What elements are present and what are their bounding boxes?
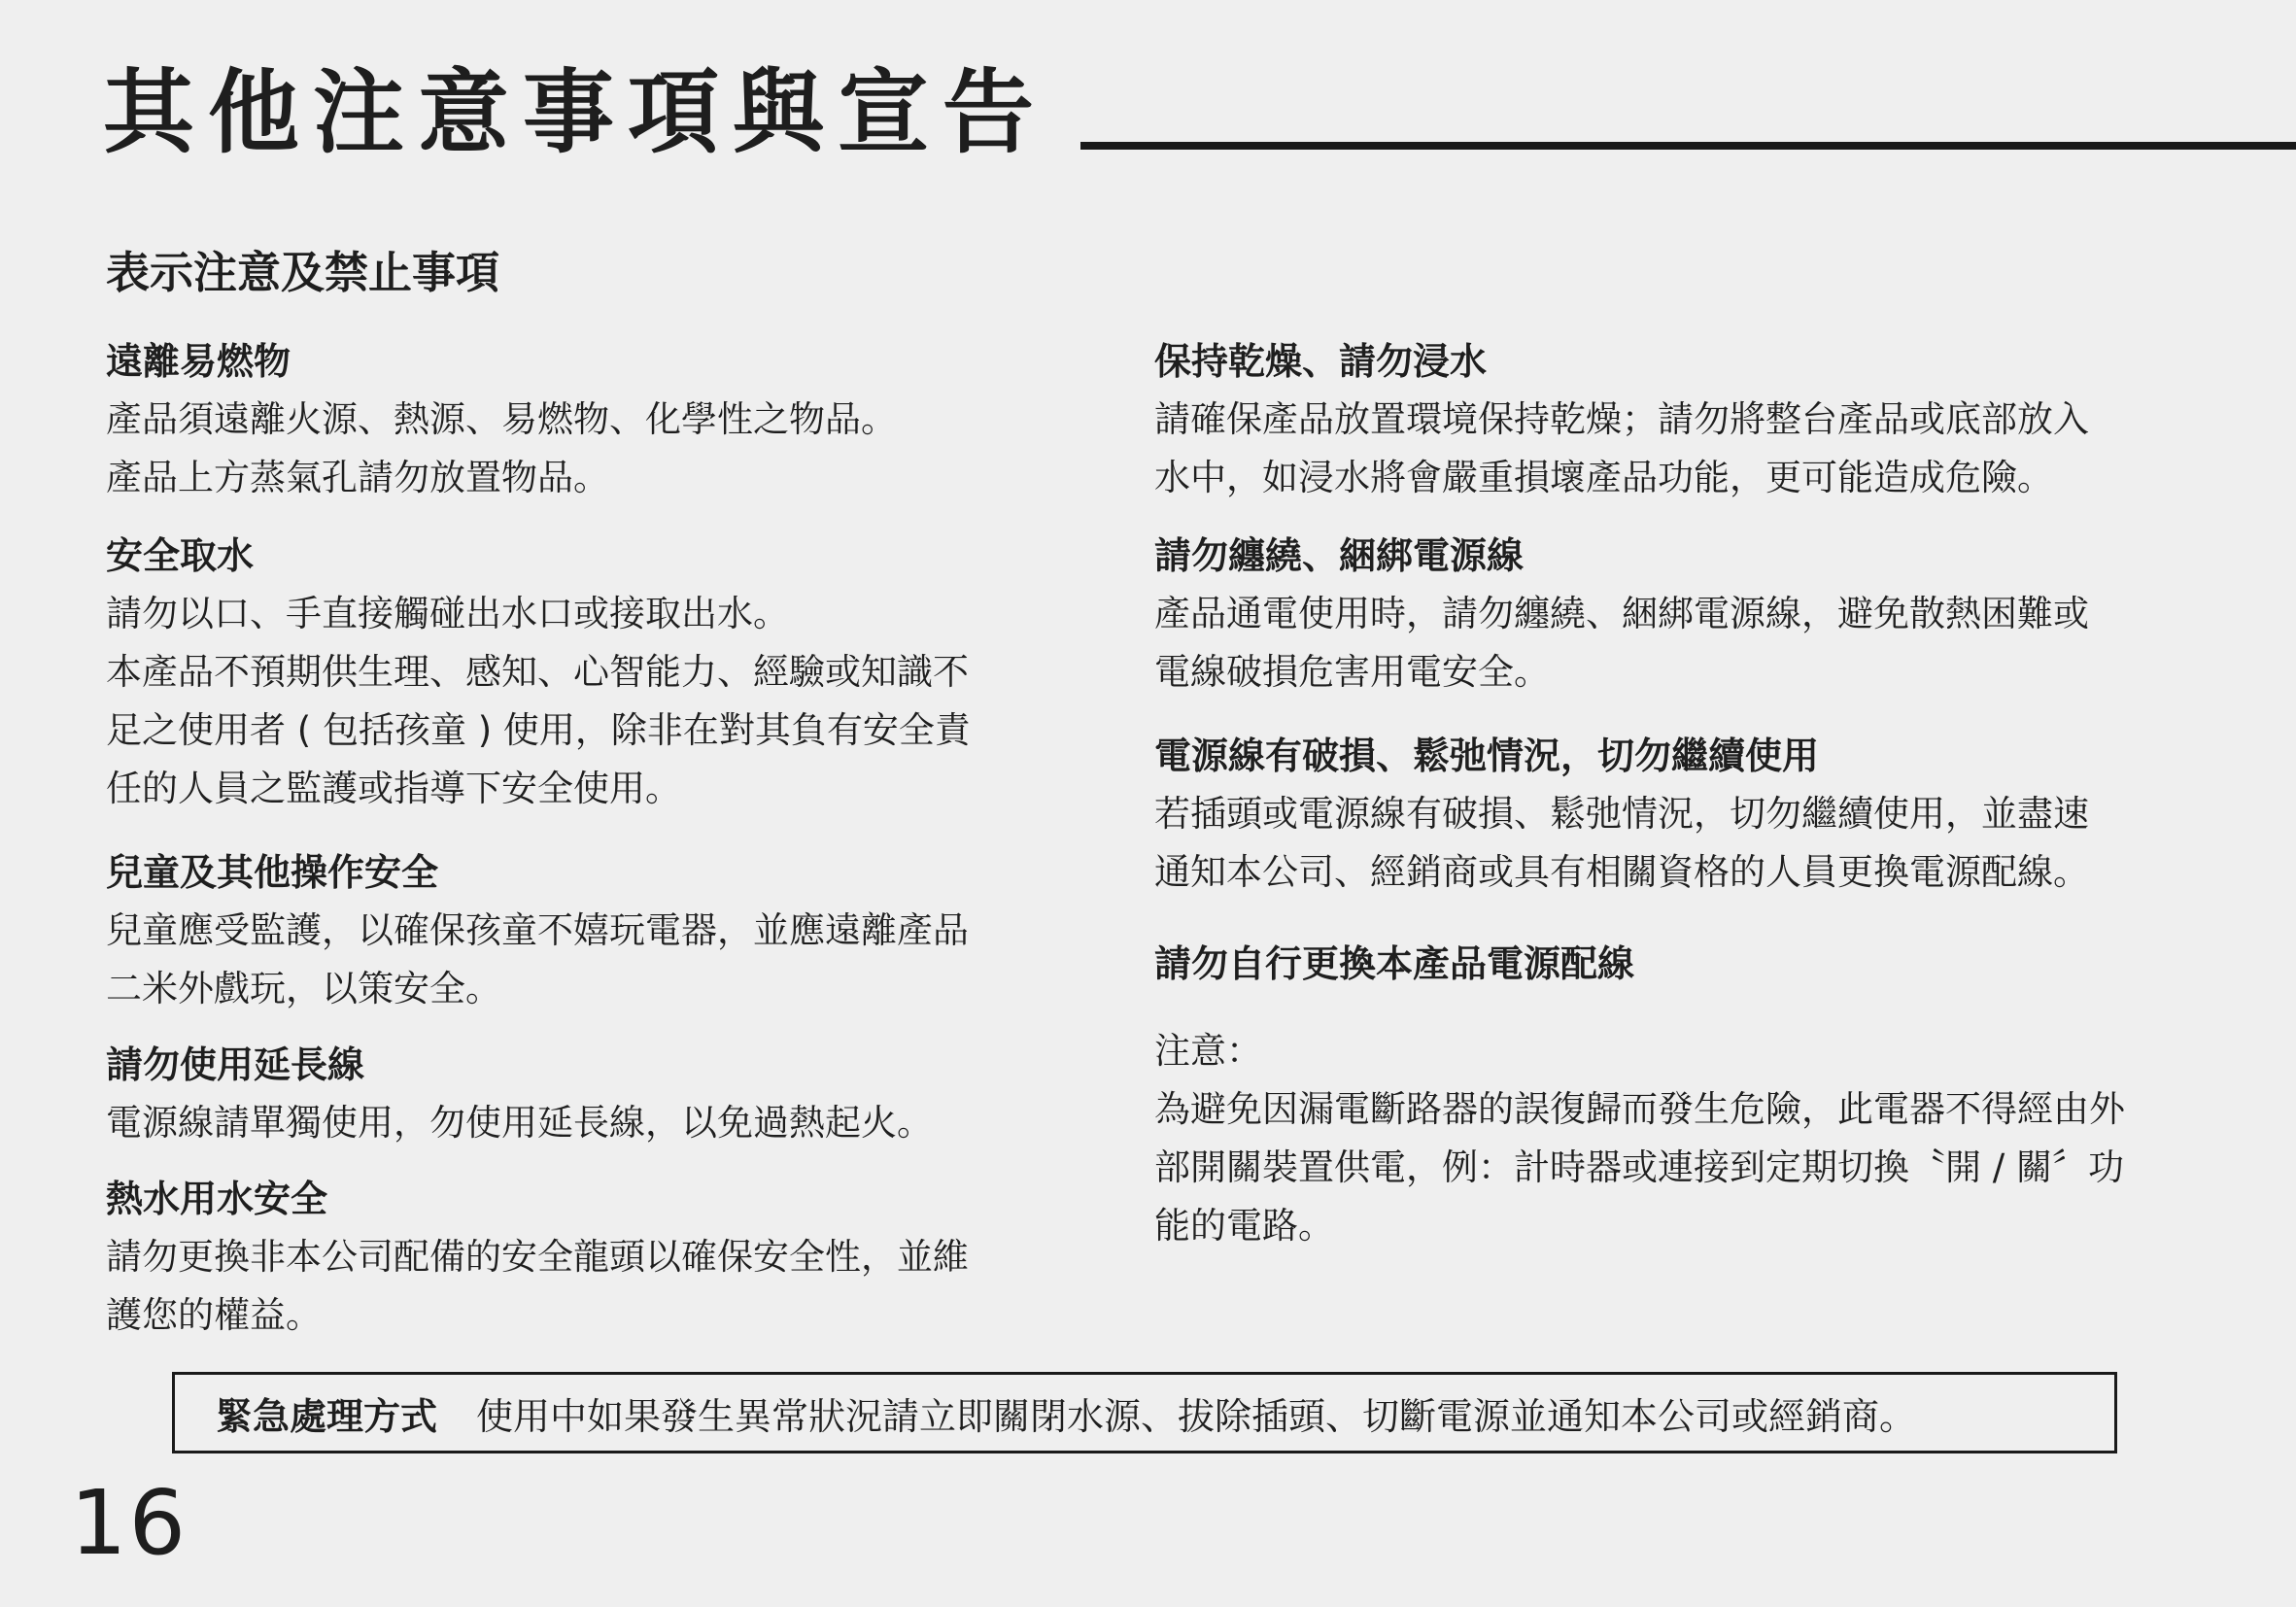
notice-line: 能的電路。 — [1154, 1205, 1334, 1247]
section-heading: 表示注意及禁止事項 — [106, 247, 500, 298]
notice-body — [106, 391, 1087, 507]
notice-title: 請勿使用延長線 — [106, 1043, 365, 1086]
notice-body — [1154, 785, 2223, 902]
notice-body — [106, 1094, 1087, 1152]
notice-line: 請勿更換非本公司配備的安全龍頭以確保安全性，並維 — [106, 1236, 969, 1278]
emergency-text: 使用中如果發生異常狀況請立即關閉水源、拔除插頭、切斷電源並通知本公司或經銷商。 — [476, 1394, 1917, 1438]
notice-item-cord-tangle — [1154, 527, 2223, 701]
notice-item-extension-cord — [106, 1036, 1087, 1152]
page-title: 其他注意事項與宣告 — [103, 60, 1048, 166]
notice-item-child-safety — [106, 843, 1087, 1018]
emergency-box — [172, 1372, 2117, 1453]
notice-item-flammables — [106, 332, 1087, 507]
notice-line: 部開關裝置供電，例：計時器或連接到定期切換〝開 / 關〞功 — [1154, 1146, 2124, 1188]
notice-title: 電源線有破損、鬆弛情況，切勿繼續使用 — [1154, 735, 1820, 777]
notice-body — [1154, 1022, 2223, 1255]
notice-line: 本產品不預期供生理、感知、心智能力、經驗或知識不 — [106, 651, 969, 693]
notice-body — [1154, 585, 2223, 701]
notice-title: 遠離易燃物 — [106, 340, 291, 383]
notice-title: 請勿纏繞、綑綁電源線 — [1154, 534, 1525, 577]
notice-title: 兒童及其他操作安全 — [106, 851, 439, 894]
notice-line: 產品須遠離火源、熱源、易燃物、化學性之物品。 — [106, 398, 897, 440]
caution-label: 注意： — [1154, 1030, 1262, 1072]
notice-line: 護您的權益。 — [106, 1294, 322, 1336]
notice-title: 保持乾燥、請勿浸水 — [1154, 340, 1488, 383]
page-number: 16 — [70, 1471, 188, 1575]
notice-line: 電線破損危害用電安全。 — [1154, 651, 1550, 693]
notice-title: 熱水用水安全 — [106, 1178, 328, 1220]
notice-line: 產品上方蒸氣孔請勿放置物品。 — [106, 457, 609, 498]
notice-line: 產品通電使用時，請勿纏繞、綑綁電源線，避免散熱困難或 — [1154, 593, 2089, 634]
notice-line: 通知本公司、經銷商或具有相關資格的人員更換電源配線。 — [1154, 851, 2089, 893]
notice-item-replace-cord — [1154, 935, 2223, 993]
notice-line: 任的人員之監護或指導下安全使用。 — [106, 768, 681, 809]
notice-line: 請確保產品放置環境保持乾燥；請勿將整台產品或底部放入 — [1154, 398, 2089, 440]
notice-line: 二米外戲玩，以策安全。 — [106, 968, 501, 1009]
notice-item-water-safety — [106, 527, 1087, 818]
notice-line: 請勿以口、手直接觸碰出水口或接取出水。 — [106, 593, 789, 634]
notice-line: 若插頭或電源線有破損、鬆弛情況，切勿繼續使用，並盡速 — [1154, 793, 2089, 835]
notice-line: 水中，如浸水將會嚴重損壞產品功能，更可能造成危險。 — [1154, 457, 2053, 498]
notice-item-damaged-cord — [1154, 727, 2223, 902]
notice-line: 電源線請單獨使用，勿使用延長線，以免過熱起火。 — [106, 1102, 933, 1144]
notice-body — [106, 1228, 1087, 1345]
emergency-label: 緊急處理方式 — [216, 1394, 438, 1438]
notice-body — [106, 585, 1087, 818]
notice-line: 足之使用者 ( 包括孩童 ) 使用，除非在對其負有安全責 — [106, 709, 971, 751]
notice-line: 為避免因漏電斷路器的誤復歸而發生危險，此電器不得經由外 — [1154, 1088, 2125, 1130]
notice-body — [1154, 391, 2223, 507]
notice-item-keep-dry — [1154, 332, 2223, 507]
notice-title: 安全取水 — [106, 534, 255, 577]
notice-body — [106, 902, 1087, 1018]
title-rule — [1080, 142, 2296, 150]
notice-item-hot-water — [106, 1170, 1087, 1345]
right-column — [1154, 332, 2223, 1255]
notice-item-caution — [1154, 1022, 2223, 1255]
notice-title: 請勿自行更換本產品電源配線 — [1154, 942, 1635, 985]
left-column — [106, 332, 1087, 1345]
notice-line: 兒童應受監護，以確保孩童不嬉玩電器，並應遠離產品 — [106, 909, 969, 951]
